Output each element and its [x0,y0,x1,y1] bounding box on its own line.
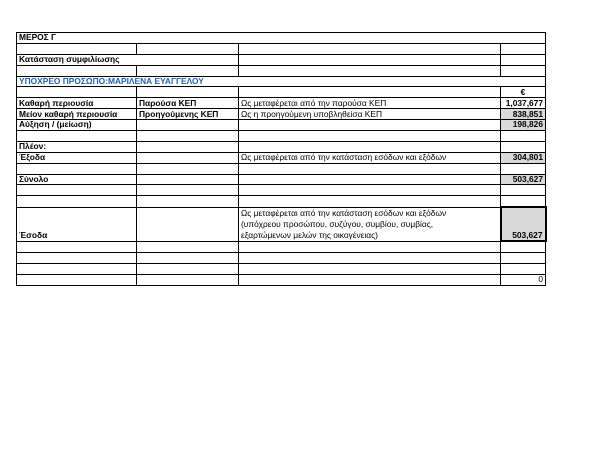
change-label: Αύξηση / (μείωση) [17,120,137,131]
change-value: 198,826 [501,120,546,131]
net-worth-note: Ως μεταφέρεται από την παρούσα ΚΕΠ [239,98,501,109]
table-row [17,141,546,152]
table-row [17,264,546,275]
total-label: Σύνολο [17,174,137,185]
table-row [17,65,546,76]
total-value: 503,627 [501,174,546,185]
less-net-worth-value: 838,851 [501,109,546,120]
table-row [17,174,546,185]
plus-label: Πλέον: [17,141,137,152]
income-label: Έσοδα [17,207,137,241]
reconciliation-heading: Κατάσταση συμφιλίωσης [17,54,239,65]
table-row [17,76,546,87]
table-row [17,274,546,285]
table-row [17,131,546,142]
expenses-value: 304,801 [501,152,546,163]
income-note-line: (υπόχρεου προσώπου, συζύγου, συμβίου, συμβίας, [241,218,434,229]
table-row [17,163,546,174]
table-row [17,87,546,98]
table-row [17,241,546,252]
difference-value: 0 [501,274,546,285]
expenses-note: Ως μεταφέρεται από την κατάσταση εσόδων και εξόδων [239,152,501,163]
table-row [17,196,546,207]
table-row [17,120,546,131]
expenses-label: Έξοδα [17,152,137,163]
table-row [17,207,546,241]
table-row [17,253,546,264]
reconciliation-table [16,32,547,286]
income-note [239,207,501,241]
net-worth-label: Καθαρή περιουσία [17,98,137,109]
net-worth-source: Παρούσα ΚΕΠ [137,98,239,109]
table-row [17,185,546,196]
table-row [17,152,546,163]
table-row [17,98,546,109]
table-row [17,109,546,120]
less-net-worth-note: Ως η προηγούμενη υποβληθείσα ΚΕΠ [239,109,501,120]
less-net-worth-source: Προηγούμενης ΚΕΠ [137,109,239,120]
net-worth-value: 1,037,677 [501,98,546,109]
income-note-line: Ως μεταφέρεται από την κατάσταση εσόδων και εξόδων [241,207,447,218]
obligor-name: ΥΠΟΧΡΕΟ ΠΡΟΣΩΠΟ:ΜΑΡΙΛΕΝΑ ΕΥΑΓΓΕΛΟΥ [17,76,546,87]
currency-header: € [501,87,546,98]
less-net-worth-label: Μείον καθαρή περιουσία [17,109,137,120]
table-row [17,43,546,54]
table-row [17,33,546,44]
income-note-line: εξαρτώμενων μελών της οικογένειας) [241,229,378,240]
table-row [17,54,546,65]
part-title: ΜΕΡΟΣ Γ [17,33,546,44]
income-value: 503,627 [501,207,546,241]
